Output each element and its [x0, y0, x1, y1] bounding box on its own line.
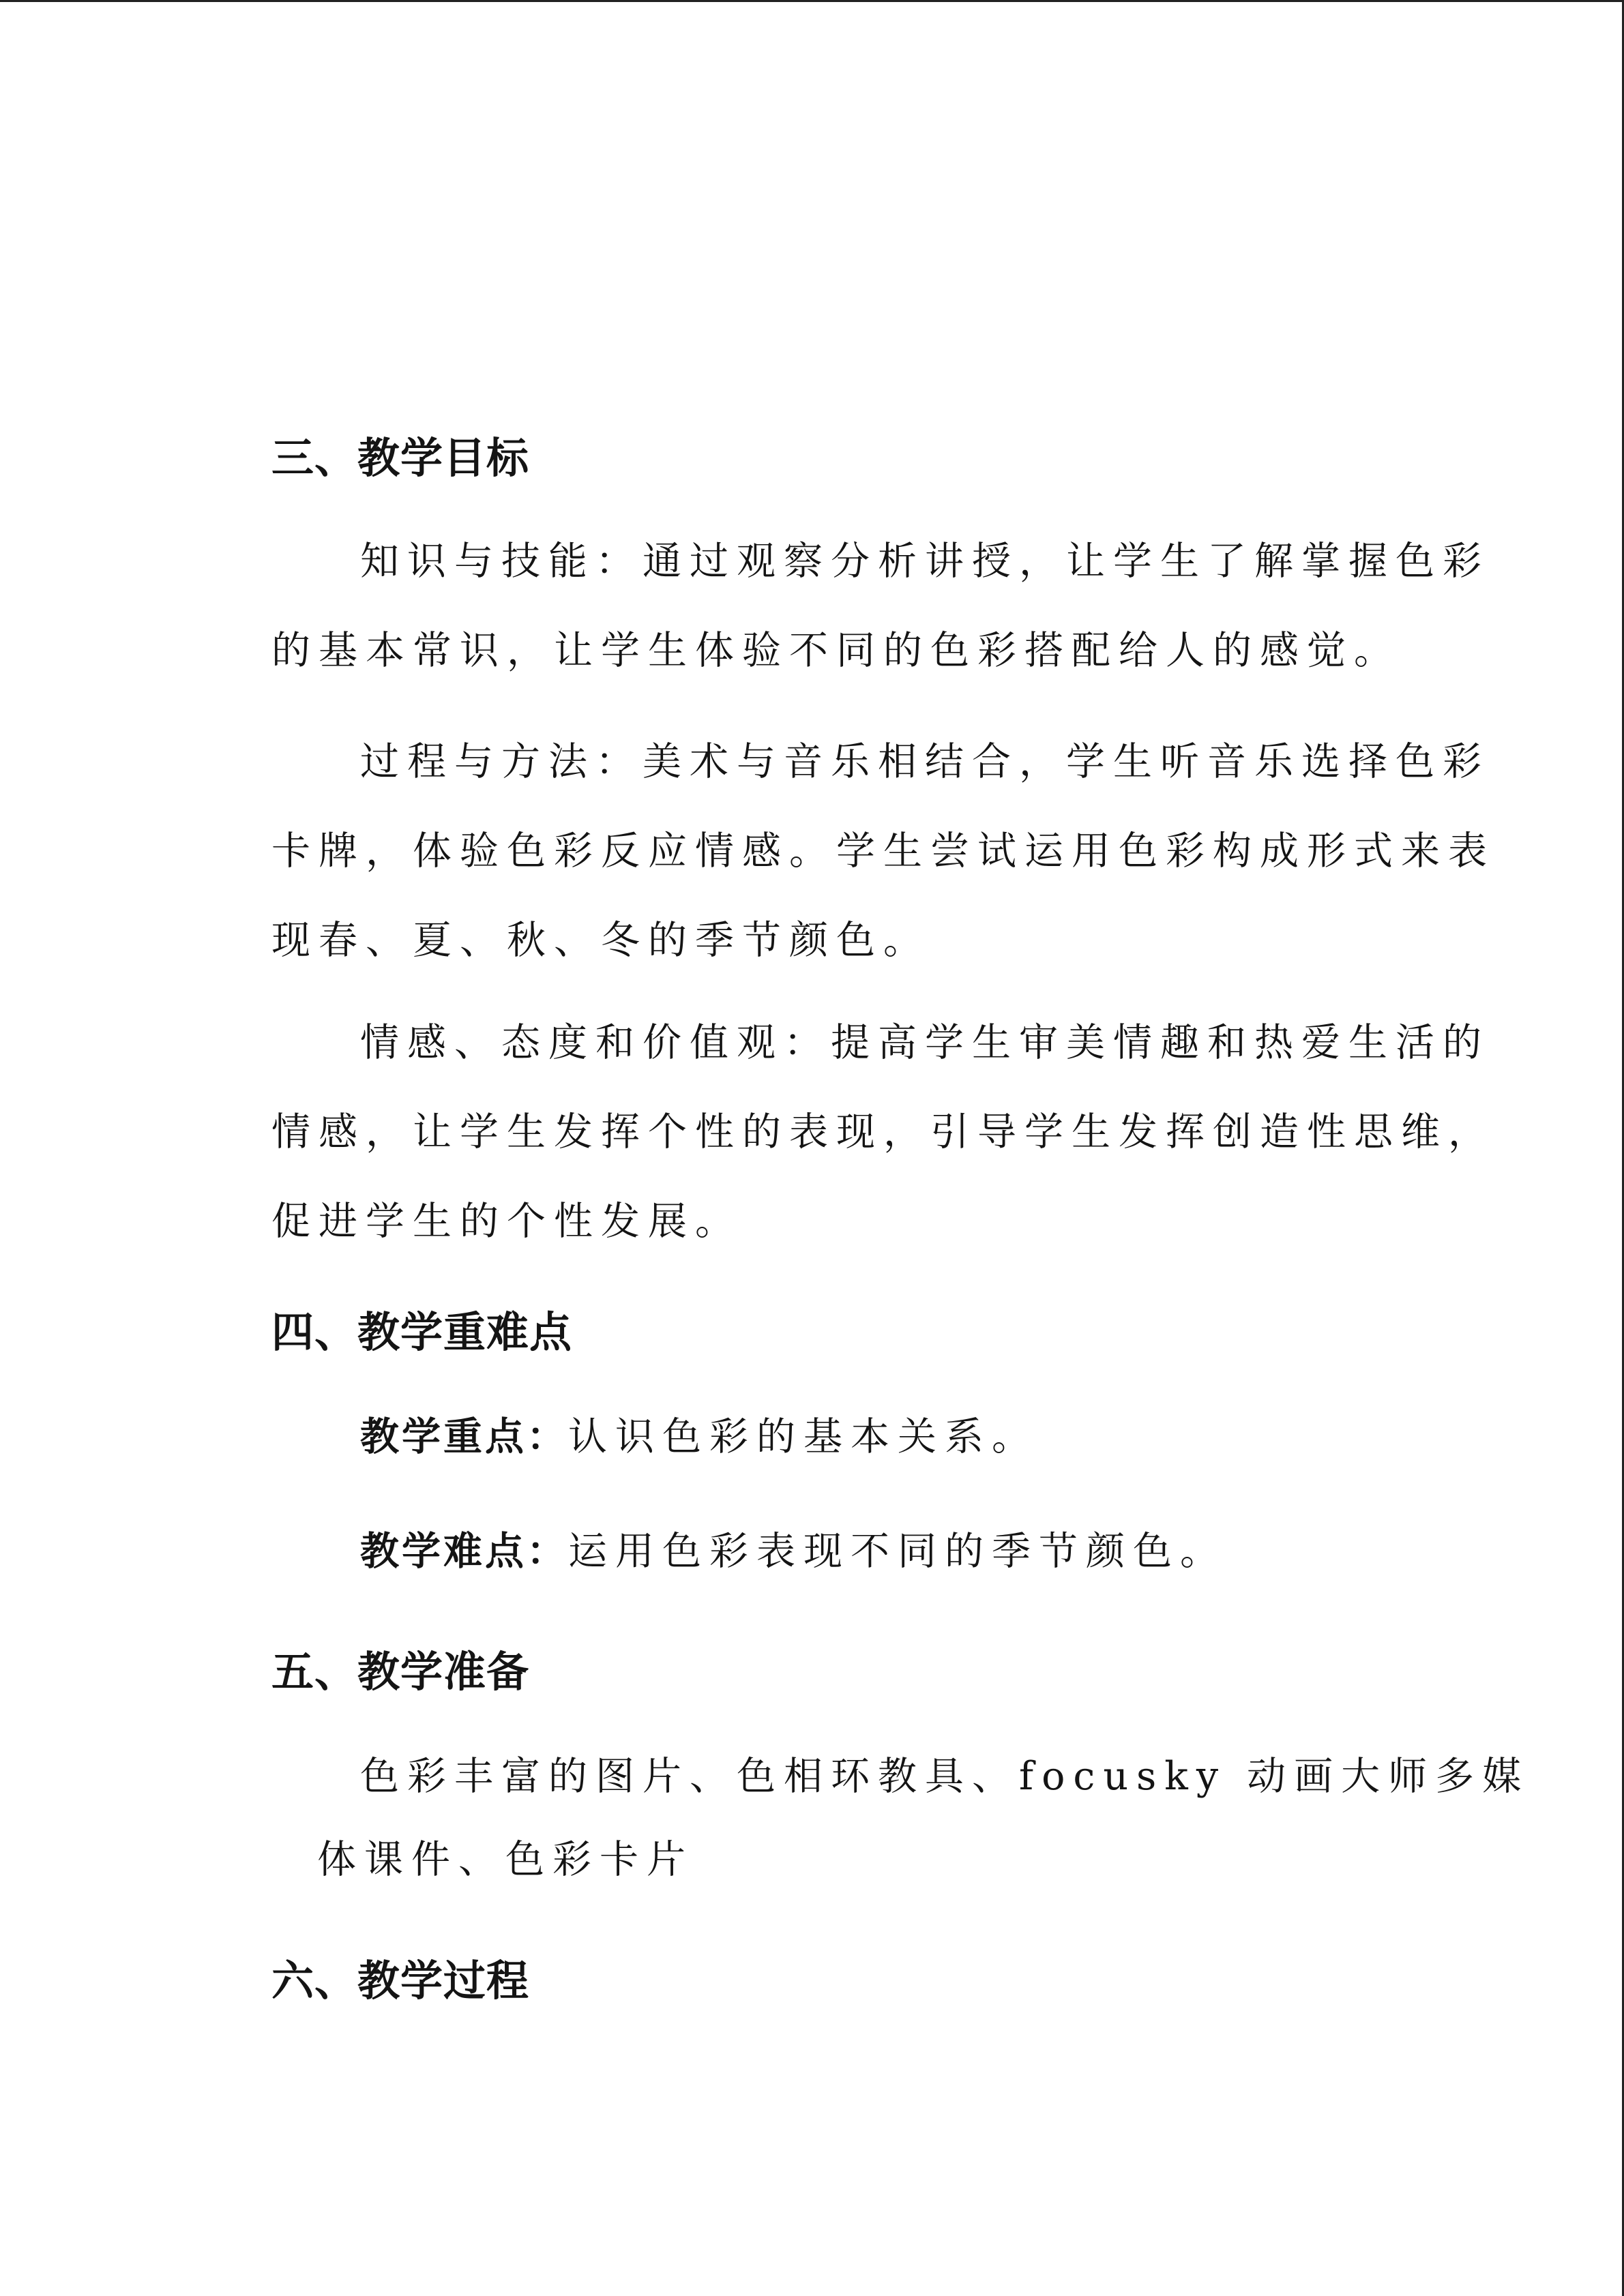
paragraph-line: 现春、夏、秋、冬的季节颜色。 [271, 918, 930, 963]
difficult-point-label: 教学难点： [360, 1529, 568, 1574]
paragraph-line: 情感，让学生发挥个性的表现，引导学生发挥创造性思维， [271, 1109, 1495, 1154]
section-heading-key-difficult-points: 四、教学重难点 [271, 1307, 573, 1357]
paragraph-line: 促进学生的个性发展。 [271, 1199, 742, 1244]
section-heading-preparation: 五、教学准备 [271, 1647, 530, 1697]
preparation-line-1: 色彩丰富的图片、色相环教具、focusky 动画大师多媒 [360, 1754, 1530, 1799]
paragraph-process-methods [271, 717, 1495, 985]
paragraph-line: 过程与方法：美术与音乐相结合，学生听音乐选择色彩 [360, 739, 1490, 784]
section-heading-objectives: 三、教学目标 [271, 433, 530, 483]
key-point-label: 教学重点： [360, 1414, 568, 1459]
preparation-line-2: 体课件、色彩卡片 [317, 1837, 694, 1882]
difficult-point-line [360, 1507, 1227, 1596]
paragraph-line: 知识与技能：通过观察分析讲授，让学生了解掌握色彩 [360, 539, 1490, 584]
section-heading-process: 六、教学过程 [271, 1956, 530, 2006]
page-border-top [0, 0, 1624, 2]
paragraph-line: 卡牌，体验色彩反应情感。学生尝试运用色彩构成形式来表 [271, 829, 1495, 874]
paragraph-line: 的基本常识，让学生体验不同的色彩搭配给人的感觉。 [271, 628, 1401, 673]
paragraph-line: 情感、态度和价值观：提高学生审美情趣和热爱生活的 [360, 1020, 1490, 1065]
paragraph-knowledge-skills [271, 517, 1490, 696]
key-point-line [360, 1392, 1039, 1482]
key-point-text: 认识色彩的基本关系。 [568, 1414, 1039, 1459]
paragraph-emotion-values [271, 998, 1495, 1266]
difficult-point-text: 运用色彩表现不同的季节颜色。 [568, 1529, 1227, 1574]
